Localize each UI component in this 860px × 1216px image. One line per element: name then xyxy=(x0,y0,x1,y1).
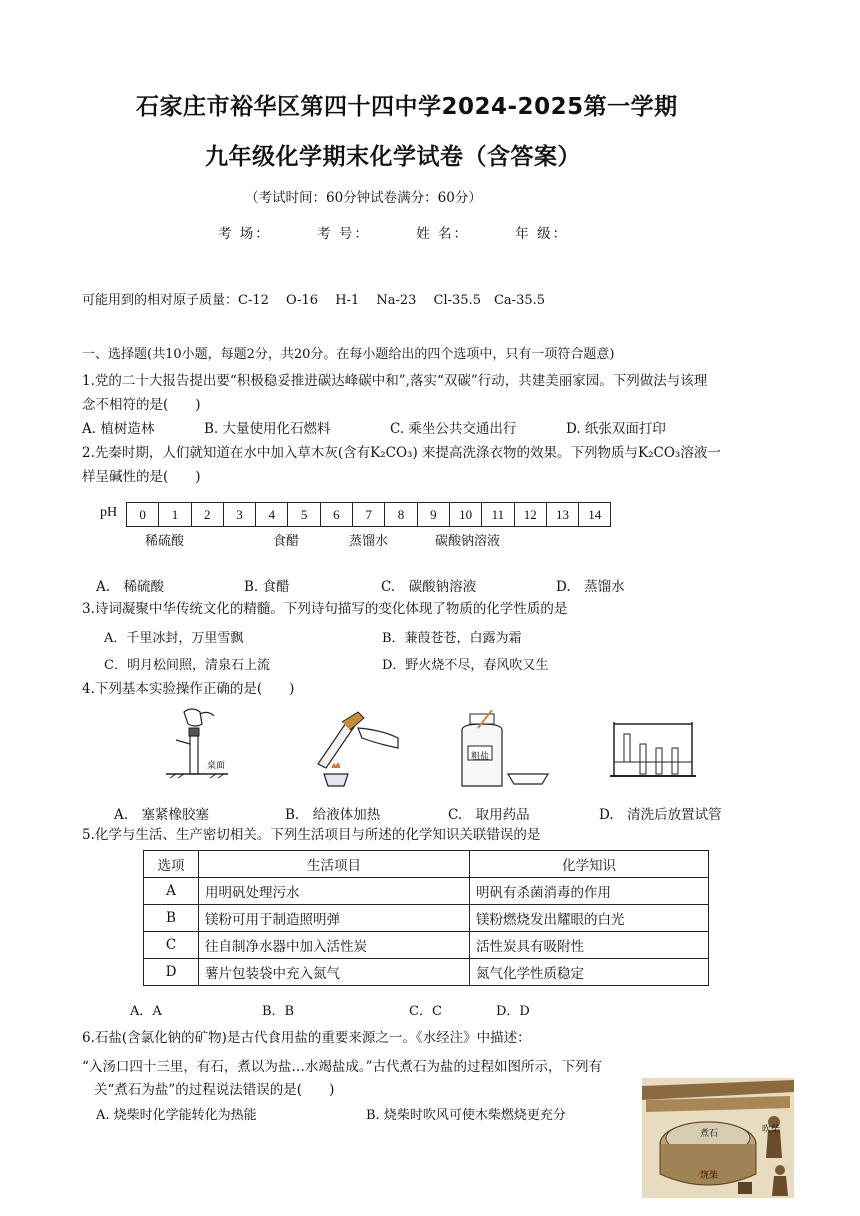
q1-option-c[interactable]: C. 乘坐公共交通出行 xyxy=(390,421,517,437)
q2-option-c[interactable]: C. 碳酸钠溶液 xyxy=(381,579,477,595)
title-line-2: 九年级化学期末化学试卷（含答案） xyxy=(205,144,581,170)
cell-life-item: 用明矾处理污水 xyxy=(199,878,470,905)
cell-chem-knowledge: 活性炭具有吸附性 xyxy=(470,932,709,959)
field-exam-number: 考 号： xyxy=(317,226,370,242)
ph-cell: 4 xyxy=(256,503,288,527)
exam-info: （考试时间：60分钟试卷满分：60分） xyxy=(245,190,482,206)
ph-substance-vinegar: 食醋 xyxy=(273,534,300,549)
stopper-test-tube-image xyxy=(162,706,232,788)
table-header-row xyxy=(144,851,709,878)
cell-life-item: 镁粉可用于制造照明弹 xyxy=(199,905,470,932)
q3-stem: 3.诗词凝聚中华传统文化的精髓。下列诗句描写的变化体现了物质的化学性质的是 xyxy=(82,601,568,617)
ph-cell: 2 xyxy=(191,503,223,527)
field-exam-room: 考 场： xyxy=(218,226,271,242)
ph-cell: 10 xyxy=(449,503,481,527)
q1-option-d[interactable]: D. 纸张双面打印 xyxy=(566,421,666,437)
header-life-item: 生活项目 xyxy=(199,851,470,878)
blowing-firewood-label: 吹柴 xyxy=(762,1125,781,1135)
coarse-salt-label: 粗盐 xyxy=(471,752,490,762)
q4-stem: 4.下列基本实验操作正确的是( ) xyxy=(82,681,295,697)
cell-chem-knowledge: 明矾有杀菌消毒的作用 xyxy=(470,878,709,905)
q4-option-b[interactable]: B. 给液体加热 xyxy=(285,807,381,823)
q2-option-b[interactable]: B. 食醋 xyxy=(244,579,290,595)
q1-stem-line2: 念不相符的是( ) xyxy=(82,397,201,413)
q2-option-a[interactable]: A. 稀硫酸 xyxy=(96,579,165,595)
ph-cell: 12 xyxy=(514,503,546,527)
ph-substance-sodium-carbonate: 碳酸钠溶液 xyxy=(435,534,501,549)
ph-substance-sulfuric: 稀硫酸 xyxy=(145,534,185,549)
ph-cell: 8 xyxy=(385,503,417,527)
q1-option-b[interactable]: B. 大量使用化石燃料 xyxy=(204,421,331,437)
table-row xyxy=(144,878,709,905)
table-row xyxy=(144,905,709,932)
ph-cell: 5 xyxy=(288,503,320,527)
q4-option-c[interactable]: C. 取用药品 xyxy=(448,807,530,823)
q3-option-a[interactable]: A．千里冰封，万里雪飘 xyxy=(104,631,244,646)
q6-stem-line1: 6.石盐(含氯化钠的矿物)是古代食用盐的重要来源之一。《水经注》中描述： xyxy=(82,1030,531,1046)
cell-chem-knowledge: 氮气化学性质稳定 xyxy=(470,959,709,986)
ph-cell: 7 xyxy=(353,503,385,527)
q5-option-a[interactable]: A．A xyxy=(130,1004,162,1019)
q6-stem-line2: “入汤口四十三里，有石，煮以为盐…水竭盐成。”古代煮石为盐的过程如图所示，下列有 xyxy=(82,1059,603,1075)
ph-cell: 1 xyxy=(159,503,191,527)
test-tube-rack-image xyxy=(606,718,700,780)
ph-cell: 14 xyxy=(579,503,611,527)
q2-stem-line1: 2.先秦时期，人们就知道在水中加入草木灰(含有K₂CO₃) 来提高洗涤衣物的效果。下列物质与K₂CO₃溶液一 xyxy=(82,445,721,461)
q6-stem-line3: 关“煮石为盐”的过程说法错误的是( ) xyxy=(94,1082,335,1098)
q3-option-b[interactable]: B．蒹葭苍苍，白露为霜 xyxy=(382,631,522,646)
q1-stem-line1: 1.党的二十大报告提出要“积极稳妥推进碳达峰碳中和”,落实“双碳”行动，共建美丽家园。下列做法与该理 xyxy=(82,373,708,389)
cell-life-item: 往自制净水器中加入活性炭 xyxy=(199,932,470,959)
table-row xyxy=(144,932,709,959)
q2-stem-line2: 样呈碱性的是( ) xyxy=(82,469,201,485)
q6-option-a[interactable]: A. 烧柴时化学能转化为热能 xyxy=(96,1108,257,1123)
ph-cell: 9 xyxy=(417,503,449,527)
ph-cell: 3 xyxy=(223,503,255,527)
field-name: 姓 名： xyxy=(416,226,469,242)
cell-option: A xyxy=(144,878,199,905)
cell-option: C xyxy=(144,932,199,959)
header-option: 选项 xyxy=(144,851,199,878)
header-chem-knowledge: 化学知识 xyxy=(470,851,709,878)
ph-cell: 6 xyxy=(320,503,352,527)
q5-table xyxy=(143,850,709,986)
ph-cell: 13 xyxy=(546,503,578,527)
atomic-masses: 可能用到的相对原子质量：C-12 O-16 H-1 Na-23 Cl-35.5 Ca-35.5 xyxy=(82,293,546,308)
cell-option: D xyxy=(144,959,199,986)
exam-fields xyxy=(218,222,568,242)
ph-substance-distilled-water: 蒸馏水 xyxy=(349,534,389,549)
ph-scale xyxy=(126,502,611,527)
cell-chem-knowledge: 镁粉燃烧发出耀眼的白光 xyxy=(470,905,709,932)
section-1-heading: 一、选择题(共10小题，每题2分，共20分。在每小题给出的四个选项中，只有一项符合题意) xyxy=(82,347,615,362)
q3-option-d[interactable]: D．野火烧不尽，春风吹又生 xyxy=(382,658,549,673)
table-row xyxy=(144,959,709,986)
q5-stem: 5.化学与生活、生产密切相关。下列生活项目与所述的化学知识关联错误的是 xyxy=(82,827,541,843)
field-grade: 年 级： xyxy=(515,226,569,242)
ph-cell: 0 xyxy=(127,503,159,527)
burning-firewood-label: 烧柴 xyxy=(700,1171,719,1181)
ph-label: pH xyxy=(100,505,118,520)
ph-cell: 11 xyxy=(482,503,514,527)
q6-option-b[interactable]: B. 烧柴时吹风可使木柴燃烧更充分 xyxy=(366,1108,566,1123)
q1-option-a[interactable]: A. 植树造林 xyxy=(82,421,155,437)
cell-option: B xyxy=(144,905,199,932)
q5-option-c[interactable]: C．C xyxy=(409,1004,442,1019)
q4-option-a[interactable]: A. 塞紧橡胶塞 xyxy=(114,807,210,823)
desk-label: 桌面 xyxy=(207,761,226,771)
q2-option-d[interactable]: D. 蒸馏水 xyxy=(556,579,625,595)
boiling-stone-label: 煮石 xyxy=(700,1129,719,1139)
heating-liquid-image xyxy=(312,708,402,790)
cell-life-item: 薯片包装袋中充入氮气 xyxy=(199,959,470,986)
q5-option-d[interactable]: D．D xyxy=(496,1004,530,1019)
title-line-1: 石家庄市裕华区第四十四中学2024-2025第一学期 xyxy=(136,94,678,120)
q3-option-c[interactable]: C．明月松间照，清泉石上流 xyxy=(104,658,270,673)
q4-option-d[interactable]: D. 清洗后放置试管 xyxy=(599,807,722,823)
q5-option-b[interactable]: B．B xyxy=(262,1004,295,1019)
